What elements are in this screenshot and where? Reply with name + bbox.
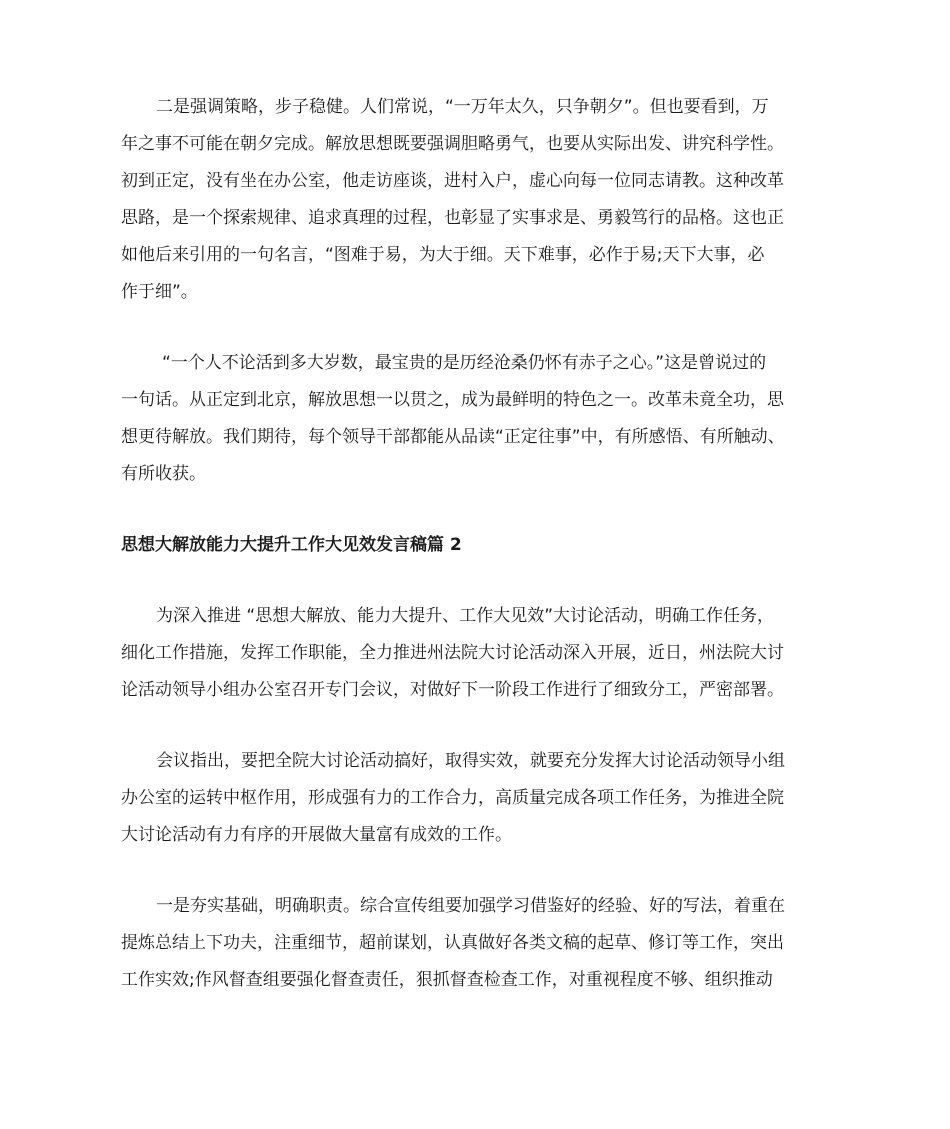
paragraph-line: 提炼总结上下功夫，注重细节，超前谋划，认真做好各类文稿的起草、修订等工作，突出 xyxy=(121,933,784,953)
section-heading: 思想大解放能力大提升工作大见效发言稿篇 2 xyxy=(121,535,462,555)
paragraph-line: 大讨论活动有力有序的开展做大量富有成效的工作。 xyxy=(121,825,512,845)
paragraph-line: 有所收获。 xyxy=(121,464,206,484)
paragraph-line: 为深入推进 “思想大解放、能力大提升、工作大见效”大讨论活动，明确工作任务， xyxy=(156,606,775,626)
paragraph-line: 初到正定，没有坐在办公室，他走访座谈，进村入户，虚心向每一位同志请教。这种改革 xyxy=(121,171,784,191)
paragraph-line: 论活动领导小组办公室召开专门会议，对做好下一阶段工作进行了细致分工，严密部署。 xyxy=(121,680,784,700)
paragraph-line: 想更待解放。我们期待，每个领导干部都能从品读“正定往事”中，有所感悟、有所触动、 xyxy=(121,427,785,447)
paragraph-line: 年之事不可能在朝夕完成。解放思想既要强调胆略勇气，也要从实际出发、讲究科学性。 xyxy=(121,134,784,154)
paragraph-line: 细化工作措施，发挥工作职能，全力推进州法院大讨论活动深入开展，近日，州法院大讨 xyxy=(121,643,784,663)
paragraph-line: 工作实效;作风督查组要强化督查责任，狠抓督查检查工作，对重视程度不够、组织推动 xyxy=(121,970,773,990)
paragraph-line: 二是强调策略，步子稳健。人们常说，“一万年太久，只争朝夕”。但也要看到，万 xyxy=(156,97,769,117)
paragraph-line: 思路，是一个探索规律、追求真理的过程，也彰显了实事求是、勇毅笃行的品格。这也正 xyxy=(121,208,784,228)
paragraph-line: 会议指出，要把全院大讨论活动搞好，取得实效，就要充分发挥大讨论活动领导小组 xyxy=(156,751,785,771)
paragraph-line: 作于细”。 xyxy=(121,282,198,302)
paragraph-line: 如他后来引用的一句名言，“图难于易，为大于细。天下难事，必作于易;天下大事，必 xyxy=(121,245,765,265)
paragraph-line: 一句话。从正定到北京，解放思想一以贯之，成为最鲜明的特色之一。改革未竟全功，思 xyxy=(121,390,784,410)
paragraph-line: 办公室的运转中枢作用，形成强有力的工作合力，高质量完成各项工作任务，为推进全院 xyxy=(121,788,784,808)
paragraph-line: 一是夯实基础，明确职责。综合宣传组要加强学习借鉴好的经验、好的写法，着重在 xyxy=(156,896,785,916)
paragraph-line: “一个人不论活到多大岁数，最宝贵的是历经沧桑仍怀有赤子之心。”这是曾说过的 xyxy=(162,353,767,373)
